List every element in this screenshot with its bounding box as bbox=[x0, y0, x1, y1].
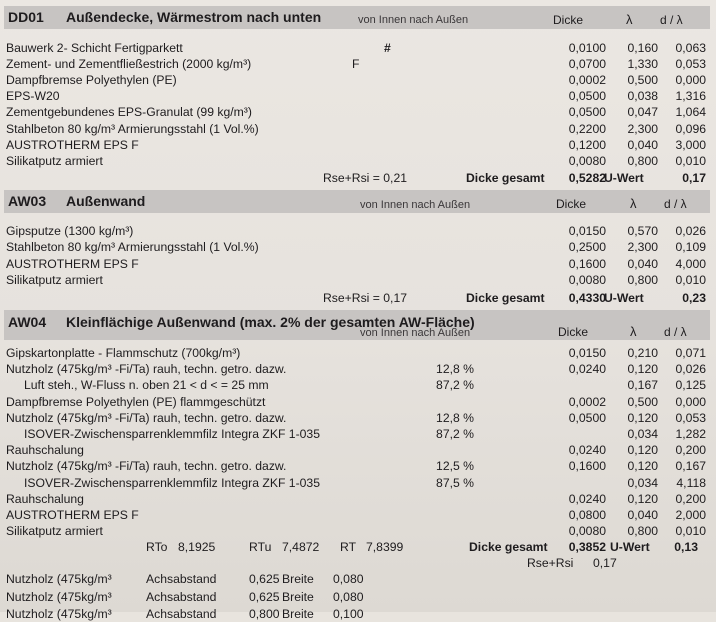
layer-ratio: 0,053 bbox=[675, 57, 706, 72]
layer-name: Luft steh., W-Fluss n. oben 21 < d < = 25 mm bbox=[24, 378, 269, 393]
layer-ratio: 4,000 bbox=[675, 256, 706, 271]
layer-ratio: 0,000 bbox=[675, 73, 706, 88]
layer-ratio: 4,118 bbox=[676, 475, 706, 490]
column-dicke: Dicke bbox=[553, 13, 584, 27]
rse-rsi-row-aw04 bbox=[0, 555, 712, 571]
layer-dicke: 0,0800 bbox=[568, 508, 606, 522]
table-row bbox=[0, 475, 712, 491]
rto-value: 8,1925 bbox=[178, 540, 216, 554]
column-ratio: d / λ bbox=[664, 325, 687, 339]
layer-name: ISOVER-Zwischensparrenklemmfilz Integra ZKF 1-035 bbox=[24, 427, 320, 441]
layer-dicke: 0,0240 bbox=[568, 491, 606, 506]
table-row bbox=[0, 121, 712, 137]
direction-label: von Innen nach Außen bbox=[360, 327, 471, 339]
achsabstand-label: Achsabstand bbox=[146, 607, 217, 621]
table-row bbox=[0, 507, 712, 523]
layer-percent: 87,2 % bbox=[436, 378, 474, 393]
layer-ratio: 0,010 bbox=[675, 524, 706, 539]
rse-rsi: Rse+Rsi = 0,17 bbox=[323, 291, 408, 305]
summary-row-dd01 bbox=[0, 170, 712, 186]
column-lambda: λ bbox=[630, 196, 637, 211]
layer-dicke: 0,1600 bbox=[568, 256, 606, 271]
wood-name: Nutzholz (475kg/m³ bbox=[6, 572, 112, 586]
section-header-aw03 bbox=[4, 190, 710, 213]
layer-lambda: 0,500 bbox=[627, 73, 658, 88]
breite-value: 0,080 bbox=[333, 589, 364, 604]
layer-dicke: 0,0080 bbox=[568, 153, 606, 168]
layer-name: Stahlbeton 80 kg/m³ Armierungsstahl (1 Vol.%) bbox=[6, 121, 259, 136]
column-lambda: λ bbox=[626, 12, 633, 27]
layer-lambda: 0,040 bbox=[627, 256, 658, 271]
layer-dicke: 0,2500 bbox=[568, 240, 606, 255]
layer-name: Zement- und Zementfließestrich (2000 kg/m³) bbox=[6, 57, 252, 72]
layer-name: Gipskartonplatte - Flammschutz (700kg/m³) bbox=[6, 346, 241, 360]
layer-lambda: 2,300 bbox=[627, 121, 658, 136]
layer-dicke: 0,0080 bbox=[568, 272, 606, 287]
layer-name: Silikatputz armiert bbox=[6, 272, 103, 287]
section-code: AW04 bbox=[8, 314, 47, 330]
dicke-gesamt-label: Dicke gesamt bbox=[466, 171, 545, 185]
layer-ratio: 0,026 bbox=[675, 224, 706, 238]
breite-value: 0,080 bbox=[333, 572, 364, 586]
layer-lambda: 0,038 bbox=[627, 89, 658, 104]
layer-percent: 12,8 % bbox=[436, 410, 474, 425]
layer-lambda: 0,120 bbox=[627, 443, 658, 458]
layer-dicke: 0,0500 bbox=[568, 410, 606, 425]
rt-value: 7,8399 bbox=[366, 540, 404, 554]
layer-name: AUSTROTHERM EPS F bbox=[6, 256, 139, 271]
layer-name: ISOVER-Zwischensparrenklemmfilz Integra ZKF 1-035 bbox=[24, 475, 320, 490]
table-row bbox=[0, 137, 712, 153]
layer-name: Dampfbremse Polyethylen (PE) bbox=[6, 73, 177, 88]
breite-label: Breite bbox=[282, 572, 314, 586]
layer-lambda: 0,120 bbox=[627, 459, 658, 474]
u-wert-value: 0,17 bbox=[682, 171, 706, 185]
layer-dicke: 0,0150 bbox=[568, 346, 606, 360]
column-ratio: d / λ bbox=[664, 197, 687, 211]
achsabstand-label: Achsabstand bbox=[146, 572, 217, 586]
layer-ratio: 1,282 bbox=[675, 427, 706, 441]
rt-label: RT bbox=[340, 540, 357, 554]
layer-percent: 12,5 % bbox=[436, 459, 474, 474]
table-row bbox=[0, 377, 712, 393]
layer-lambda: 1,330 bbox=[627, 57, 658, 72]
layer-percent: 87,5 % bbox=[436, 475, 474, 490]
table-row bbox=[0, 72, 712, 88]
layer-ratio: 0,000 bbox=[675, 394, 706, 409]
table-row bbox=[0, 442, 712, 458]
u-wert-label: U-Wert bbox=[604, 291, 644, 305]
layer-ratio: 0,200 bbox=[675, 443, 706, 458]
summary-row-aw03 bbox=[0, 290, 712, 306]
wood-name: Nutzholz (475kg/m³ bbox=[6, 589, 112, 604]
layer-lambda: 0,120 bbox=[627, 491, 658, 506]
layer-dicke: 0,0002 bbox=[568, 394, 606, 409]
section-title: Außenwand bbox=[66, 193, 146, 209]
layer-dicke: 0,1200 bbox=[568, 137, 606, 152]
layer-ratio: 3,000 bbox=[675, 137, 706, 152]
layer-name: Zementgebundenes EPS-Granulat (99 kg/m³) bbox=[6, 105, 252, 120]
layer-ratio: 2,000 bbox=[675, 508, 706, 522]
table-row bbox=[0, 458, 712, 474]
layer-lambda: 0,120 bbox=[627, 410, 658, 425]
section-title: Außendecke, Wärmestrom nach unten bbox=[66, 9, 322, 25]
dicke-gesamt-value: 0,3852 bbox=[568, 540, 606, 554]
breite-label: Breite bbox=[282, 589, 314, 604]
layer-ratio: 0,053 bbox=[675, 410, 706, 425]
layer-lambda: 2,300 bbox=[627, 240, 658, 255]
layer-name: AUSTROTHERM EPS F bbox=[6, 508, 139, 522]
dicke-gesamt-value: 0,5282 bbox=[568, 171, 606, 185]
layer-ratio: 0,167 bbox=[675, 459, 706, 474]
achsabstand-value: 0,625 bbox=[249, 572, 280, 586]
table-row bbox=[0, 361, 712, 377]
rtu-value: 7,4872 bbox=[282, 540, 320, 554]
wood-row bbox=[0, 571, 712, 587]
layer-ratio: 0,096 bbox=[675, 121, 706, 136]
table-row bbox=[0, 394, 712, 410]
summary-row-aw04 bbox=[0, 539, 712, 555]
layer-name: Stahlbeton 80 kg/m³ Armierungsstahl (1 Vol.%) bbox=[6, 240, 259, 255]
layer-dicke: 0,0240 bbox=[568, 443, 606, 458]
layer-ratio: 0,071 bbox=[675, 346, 706, 360]
table-row bbox=[0, 153, 712, 169]
table-row bbox=[0, 491, 712, 507]
layer-name: Nutzholz (475kg/m³ -Fi/Ta) rauh, techn. getro. dazw. bbox=[6, 459, 287, 474]
table-row bbox=[0, 239, 712, 255]
layer-lambda: 0,034 bbox=[627, 475, 658, 490]
table-row bbox=[0, 523, 712, 539]
layer-dicke: 0,0500 bbox=[568, 105, 606, 120]
layer-dicke: 0,0700 bbox=[568, 57, 606, 72]
column-dicke: Dicke bbox=[558, 325, 589, 339]
section-code: AW03 bbox=[8, 193, 47, 209]
rse-rsi-label: Rse+Rsi bbox=[527, 556, 574, 570]
column-ratio: d / λ bbox=[660, 13, 683, 27]
dicke-gesamt-label: Dicke gesamt bbox=[469, 540, 548, 554]
layer-dicke: 0,0100 bbox=[568, 41, 606, 55]
layer-lambda: 0,120 bbox=[627, 362, 658, 377]
dicke-gesamt-value: 0,4330 bbox=[568, 291, 606, 305]
layer-name: Nutzholz (475kg/m³ -Fi/Ta) rauh, techn. getro. dazw. bbox=[6, 362, 287, 377]
layer-name: Silikatputz armiert bbox=[6, 153, 103, 168]
layer-name: Rauhschalung bbox=[6, 443, 84, 458]
table-row bbox=[0, 56, 712, 72]
u-wert-label: U-Wert bbox=[604, 171, 644, 185]
section-code: DD01 bbox=[8, 9, 44, 25]
table-row bbox=[0, 410, 712, 426]
direction-label: von Innen nach Außen bbox=[360, 199, 471, 211]
column-lambda: λ bbox=[630, 324, 637, 339]
layer-ratio: 0,026 bbox=[675, 362, 706, 377]
achsabstand-value: 0,800 bbox=[249, 607, 280, 621]
layer-lambda: 0,570 bbox=[627, 224, 658, 238]
table-row bbox=[0, 88, 712, 104]
wood-row bbox=[0, 606, 712, 622]
layer-ratio: 0,125 bbox=[675, 378, 706, 393]
layer-lambda: 0,800 bbox=[627, 153, 658, 168]
achsabstand-value: 0,625 bbox=[249, 589, 280, 604]
layer-name: AUSTROTHERM EPS F bbox=[6, 137, 139, 152]
layer-dicke: 0,0500 bbox=[568, 89, 606, 104]
layer-percent: 12,8 % bbox=[436, 362, 474, 377]
layer-lambda: 0,040 bbox=[627, 137, 658, 152]
table-row bbox=[0, 345, 712, 361]
layer-ratio: 0,010 bbox=[675, 272, 706, 287]
layer-name: EPS-W20 bbox=[6, 89, 60, 104]
table-row bbox=[0, 223, 712, 239]
layer-ratio: 0,010 bbox=[675, 153, 706, 168]
layer-ratio: 0,109 bbox=[675, 240, 706, 255]
layer-name: Bauwerk 2- Schicht Fertigparkett bbox=[6, 41, 183, 55]
layer-dicke: 0,0002 bbox=[568, 73, 606, 88]
direction-label: von Innen nach Außen bbox=[358, 14, 469, 26]
layer-mark: # bbox=[384, 41, 391, 55]
column-dicke: Dicke bbox=[556, 197, 587, 211]
layer-name: Rauhschalung bbox=[6, 491, 84, 506]
layer-ratio: 0,063 bbox=[675, 41, 706, 55]
table-row bbox=[0, 256, 712, 272]
layer-lambda: 0,034 bbox=[627, 427, 658, 441]
table-row bbox=[0, 40, 712, 56]
layer-name: Nutzholz (475kg/m³ -Fi/Ta) rauh, techn. getro. dazw. bbox=[6, 410, 287, 425]
breite-value: 0,100 bbox=[333, 607, 364, 621]
rse-rsi: Rse+Rsi = 0,21 bbox=[323, 171, 408, 185]
layer-mark: F bbox=[352, 57, 360, 72]
layer-dicke: 0,0080 bbox=[568, 524, 606, 539]
rtu-label: RTu bbox=[249, 540, 272, 554]
rto-label: RTo bbox=[146, 540, 168, 554]
section-header-aw04 bbox=[4, 310, 710, 340]
section-header-dd01 bbox=[4, 6, 710, 29]
layer-percent: 87,2 % bbox=[436, 427, 474, 441]
table-row bbox=[0, 104, 712, 120]
table-row bbox=[0, 426, 712, 442]
layer-ratio: 1,064 bbox=[675, 105, 706, 120]
layer-lambda: 0,800 bbox=[627, 524, 658, 539]
layer-lambda: 0,167 bbox=[627, 378, 658, 393]
achsabstand-label: Achsabstand bbox=[146, 589, 217, 604]
dicke-gesamt-label: Dicke gesamt bbox=[466, 291, 545, 305]
breite-label: Breite bbox=[282, 607, 314, 621]
layer-lambda: 0,500 bbox=[627, 394, 658, 409]
section-title: Kleinflächige Außenwand (max. 2% der gesamten AW-Fläche) bbox=[66, 314, 475, 330]
layer-lambda: 0,800 bbox=[627, 272, 658, 287]
layer-lambda: 0,047 bbox=[627, 105, 658, 120]
layer-dicke: 0,0150 bbox=[568, 224, 606, 238]
u-wert-value: 0,13 bbox=[674, 540, 698, 554]
layer-name: Gipsputze (1300 kg/m³) bbox=[6, 224, 134, 238]
layer-lambda: 0,040 bbox=[627, 508, 658, 522]
layer-name: Silikatputz armiert bbox=[6, 524, 103, 539]
u-wert-value: 0,23 bbox=[682, 291, 706, 305]
layer-name: Dampfbremse Polyethylen (PE) flammgeschützt bbox=[6, 394, 266, 409]
wood-row bbox=[0, 589, 712, 605]
u-wert-label: U-Wert bbox=[610, 540, 650, 554]
layer-dicke: 0,2200 bbox=[568, 121, 606, 136]
wood-name: Nutzholz (475kg/m³ bbox=[6, 607, 112, 621]
layer-dicke: 0,0240 bbox=[568, 362, 606, 377]
layer-lambda: 0,210 bbox=[627, 346, 658, 360]
table-row bbox=[0, 272, 712, 288]
layer-ratio: 0,200 bbox=[675, 491, 706, 506]
layer-dicke: 0,1600 bbox=[568, 459, 606, 474]
layer-lambda: 0,160 bbox=[627, 41, 658, 55]
layer-ratio: 1,316 bbox=[675, 89, 706, 104]
rse-rsi-value: 0,17 bbox=[593, 556, 617, 570]
